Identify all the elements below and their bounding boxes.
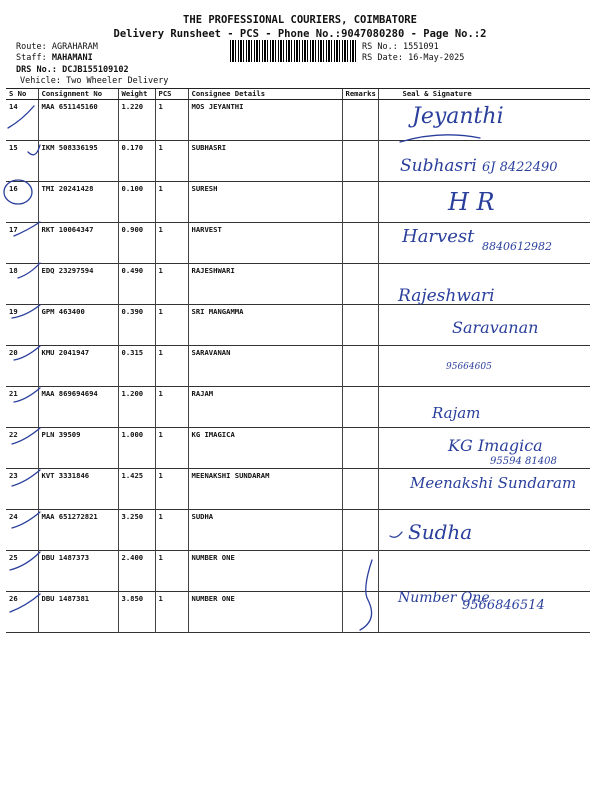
- row-pcs: 1: [155, 510, 188, 551]
- row-remarks: [342, 592, 378, 633]
- row-consignee: KG IMAGICA: [188, 428, 342, 469]
- row-pcs: 1: [155, 469, 188, 510]
- row-signature-cell: [378, 551, 590, 592]
- signature-harvest: Harvest: [402, 226, 475, 247]
- row-sno: 20: [9, 348, 18, 357]
- row-pcs: 1: [155, 387, 188, 428]
- row-pcs: 1: [155, 223, 188, 264]
- row-weight: 0.900: [118, 223, 155, 264]
- table-row: [6, 510, 590, 551]
- row-consignee: SARAVANAN: [188, 346, 342, 387]
- table-header-row: [6, 89, 590, 100]
- row-remarks: [342, 100, 378, 141]
- table-row: [6, 182, 590, 223]
- row-consignment-no: RKT 10064347: [38, 223, 118, 264]
- row-sno: 21: [9, 389, 18, 398]
- company-title: THE PROFESSIONAL COURIERS, COIMBATORE: [183, 14, 417, 26]
- row-pcs: 1: [155, 428, 188, 469]
- col-header-sno: S No: [6, 89, 38, 100]
- row-sno: 22: [9, 430, 18, 439]
- row-remarks: [342, 510, 378, 551]
- rs-date-label: RS Date:: [362, 53, 403, 63]
- signature-kg-imagica: KG Imagica: [448, 436, 543, 455]
- col-header-pcs: PCS: [155, 89, 188, 100]
- row-remarks: [342, 264, 378, 305]
- signature-phone-26: 9566846514: [462, 598, 545, 613]
- signature-suresh: H R: [448, 188, 495, 216]
- signature-phone-22: 95594 81408: [490, 456, 557, 467]
- row-sno: 25: [9, 553, 18, 562]
- row-consignment-no: KMU 2041947: [38, 346, 118, 387]
- col-header-weight: Weight: [118, 89, 155, 100]
- row-sno: 23: [9, 471, 18, 480]
- row-weight: 1.220: [118, 100, 155, 141]
- row-sno: 24: [9, 512, 18, 521]
- row-consignee: NUMBER ONE: [188, 551, 342, 592]
- row-remarks: [342, 387, 378, 428]
- row-consignment-no: MAA 651145160: [38, 100, 118, 141]
- row-pcs: 1: [155, 551, 188, 592]
- runsheet-subtitle: Delivery Runsheet - PCS - Phone No.:9047080280 - Page No.:2: [113, 28, 487, 40]
- vehicle-label: Vehicle:: [20, 76, 61, 86]
- col-header-signature: Seal & Signature: [378, 89, 590, 100]
- row-sno: 16: [9, 184, 18, 193]
- row-remarks: [342, 182, 378, 223]
- row-consignee: NUMBER ONE: [188, 592, 342, 633]
- route-value: AGRAHARAM: [51, 42, 98, 52]
- table-row: [6, 387, 590, 428]
- row-weight: 0.170: [118, 141, 155, 182]
- route-label: Route:: [16, 42, 47, 52]
- row-consignment-no: MAA 651272821: [38, 510, 118, 551]
- row-remarks: [342, 141, 378, 182]
- signature-rajam: Rajam: [432, 404, 481, 422]
- signature-jeyanthi: Jeyanthi: [412, 104, 504, 129]
- row-pcs: 1: [155, 141, 188, 182]
- row-consignee: SUBHASRI: [188, 141, 342, 182]
- staff-value: MAHAMANI: [51, 53, 93, 63]
- row-consignee: HARVEST: [188, 223, 342, 264]
- row-sno: 19: [9, 307, 18, 316]
- signature-rajeshwari: Rajeshwari: [398, 286, 495, 306]
- row-weight: 1.000: [118, 428, 155, 469]
- row-weight: 0.390: [118, 305, 155, 346]
- row-sno: 17: [9, 225, 18, 234]
- row-weight: 1.425: [118, 469, 155, 510]
- row-weight: 3.250: [118, 510, 155, 551]
- row-consignee: MOS JEYANTHI: [188, 100, 342, 141]
- route-line: [16, 42, 98, 52]
- rs-no-label: RS No.:: [362, 42, 398, 52]
- row-weight: 3.850: [118, 592, 155, 633]
- row-consignment-no: EDQ 23297594: [38, 264, 118, 305]
- row-signature-cell: [378, 387, 590, 428]
- signature-phone-15: 6J 8422490: [482, 160, 558, 175]
- table-row: [6, 264, 590, 305]
- row-weight: 2.400: [118, 551, 155, 592]
- signature-sudha: Sudha: [408, 520, 473, 544]
- row-weight: 0.100: [118, 182, 155, 223]
- row-consignment-no: PLN 39509: [38, 428, 118, 469]
- row-pcs: 1: [155, 592, 188, 633]
- row-remarks: [342, 469, 378, 510]
- row-consignment-no: GPM 463400: [38, 305, 118, 346]
- row-sno: 14: [9, 102, 18, 111]
- signature-number-one: Number One: [398, 590, 490, 606]
- row-consignee: SUDHA: [188, 510, 342, 551]
- row-consignment-no: MAA 869694694: [38, 387, 118, 428]
- row-pcs: 1: [155, 305, 188, 346]
- vehicle-value: Two Wheeler Delivery: [66, 76, 169, 86]
- drs-label: DRS No.:: [16, 65, 57, 75]
- col-header-consignee: Consignee Details: [188, 89, 342, 100]
- table-row: [6, 551, 590, 592]
- row-weight: 0.490: [118, 264, 155, 305]
- table-row: [6, 346, 590, 387]
- row-sno: 18: [9, 266, 18, 275]
- col-header-remarks: Remarks: [342, 89, 378, 100]
- row-consignee: SRI MANGAMMA: [188, 305, 342, 346]
- rs-no-value: 1551091: [402, 42, 439, 52]
- rs-date-value: 16-May-2025: [408, 53, 465, 63]
- drs-value: DCJB155109102: [62, 65, 129, 75]
- row-weight: 0.315: [118, 346, 155, 387]
- row-consignment-no: TMI 20241428: [38, 182, 118, 223]
- row-pcs: 1: [155, 182, 188, 223]
- row-remarks: [342, 305, 378, 346]
- row-weight: 1.200: [118, 387, 155, 428]
- row-consignment-no: DBU 1487381: [38, 592, 118, 633]
- row-consignee: SURESH: [188, 182, 342, 223]
- signature-phone-20: 95664605: [446, 362, 492, 372]
- row-consignment-no: DBU 1487373: [38, 551, 118, 592]
- row-consignee: MEENAKSHI SUNDARAM: [188, 469, 342, 510]
- row-sno: 15: [9, 143, 18, 152]
- barcode: [230, 40, 358, 62]
- row-consignee: RAJAM: [188, 387, 342, 428]
- signature-subhasri: Subhasri: [400, 156, 477, 176]
- row-pcs: 1: [155, 100, 188, 141]
- signature-meenakshi: Meenakshi Sundaram: [410, 474, 577, 492]
- rs-date-line: [362, 53, 464, 63]
- vehicle-line: [20, 76, 168, 86]
- row-consignee: RAJESHWARI: [188, 264, 342, 305]
- row-pcs: 1: [155, 346, 188, 387]
- row-consignment-no: IKM 508336195: [38, 141, 118, 182]
- col-header-consignment: Consignment No: [38, 89, 118, 100]
- drs-line: [16, 65, 129, 75]
- row-remarks: [342, 551, 378, 592]
- row-pcs: 1: [155, 264, 188, 305]
- rs-no-line: [362, 42, 439, 52]
- row-consignment-no: KVT 3331846: [38, 469, 118, 510]
- row-remarks: [342, 346, 378, 387]
- signature-saravanan: Saravanan: [452, 318, 539, 337]
- row-remarks: [342, 428, 378, 469]
- staff-line: [16, 53, 93, 63]
- row-sno: 26: [9, 594, 18, 603]
- staff-label: Staff:: [16, 53, 47, 63]
- row-remarks: [342, 223, 378, 264]
- signature-phone-17: 8840612982: [482, 240, 552, 253]
